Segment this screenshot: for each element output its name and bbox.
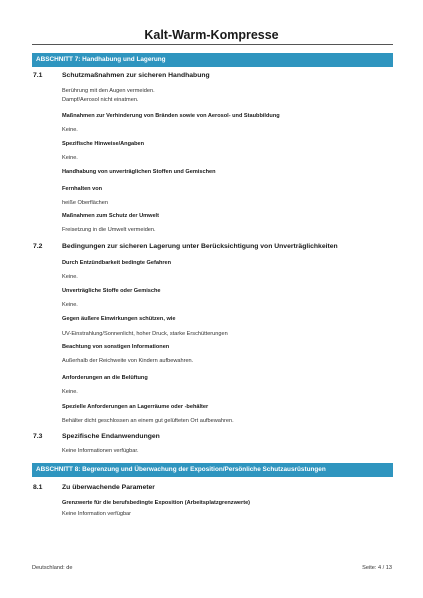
fire-prevention-text: Keine.: [62, 127, 78, 133]
other-information-text: Außerhalb der Reichweite von Kindern aufbewahren.: [62, 358, 194, 364]
footer-page-number: Seite: 4 / 13: [362, 565, 392, 571]
section-8-1-number: 8.1: [33, 484, 43, 491]
exposure-limits-text: Keine Information verfügbar: [62, 511, 132, 517]
title-rule: [32, 44, 393, 45]
flammability-title: Durch Entzündbarkeit bedingte Gefahren: [62, 260, 172, 266]
ventilation-text: Keine.: [62, 389, 78, 395]
flammability-text: Keine.: [62, 274, 78, 280]
incompatible-materials-title: Unverträgliche Stoffe oder Gemische: [62, 288, 161, 294]
section-8-1-title: Zu überwachende Parameter: [62, 484, 155, 491]
environment-title: Maßnahmen zum Schutz der Umwelt: [62, 213, 159, 219]
section-7-1-text: Berührung mit den Augen vermeiden. Dampf/Aerosol nicht einatmen.: [62, 88, 155, 103]
keep-away-text: heiße Oberflächen: [62, 200, 109, 206]
fire-prevention-title: Maßnahmen zur Verhinderung von Bränden sowie von Aerosol- und Staubbildung: [62, 113, 280, 119]
storage-rooms-title: Spezielle Anforderungen an Lagerräume oder -behälter: [62, 404, 209, 410]
incompatible-materials-text: Keine.: [62, 302, 78, 308]
section-7-3-text: Keine Informationen verfügbar.: [62, 448, 139, 454]
section-7-3-number: 7.3: [33, 433, 43, 440]
external-influences-text: UV-Einstrahlung/Sonnenlicht, hoher Druck, starke Erschütterungen: [62, 331, 228, 337]
external-influences-title: Gegen äußere Einwirkungen schützen, wie: [62, 316, 176, 322]
storage-rooms-text: Behälter dicht geschlossen an einem gut gelüfteten Ort aufbewahren.: [62, 418, 234, 424]
ventilation-title: Anforderungen an die Belüftung: [62, 375, 148, 381]
section-7-2-title: Bedingungen zur sicheren Lagerung unter Berücksichtigung von Unverträglichkeiten: [62, 243, 338, 250]
section-7-1-number: 7.1: [33, 72, 43, 79]
section-7-2-number: 7.2: [33, 243, 43, 250]
section-8-bar: ABSCHNITT 8: Begrenzung und Überwachung der Exposition/Persönliche Schutzausrüstungen: [32, 463, 393, 477]
exposure-limits-title: Grenzwerte für die berufsbedingte Exposition (Arbeitsplatzgrenzwerte): [62, 500, 251, 506]
footer-country: Deutschland: de: [32, 565, 73, 571]
environment-text: Freisetzung in die Umwelt vermeiden.: [62, 227, 156, 233]
section-7-3-title: Spezifische Endanwendungen: [62, 433, 160, 440]
specific-notes-title: Spezifische Hinweise/Angaben: [62, 141, 145, 147]
keep-away-title: Fernhalten von: [62, 186, 103, 192]
incompatible-handling-title: Handhabung von unverträglichen Stoffen und Gemischen: [62, 169, 216, 175]
document-title: Kalt-Warm-Kompresse: [144, 28, 279, 42]
section-7-1-title: Schutzmaßnahmen zur sicheren Handhabung: [62, 72, 210, 79]
specific-notes-text: Keine.: [62, 155, 78, 161]
section-7-bar: ABSCHNITT 7: Handhabung und Lagerung: [32, 53, 393, 67]
other-information-title: Beachtung von sonstigen Informationen: [62, 344, 170, 350]
